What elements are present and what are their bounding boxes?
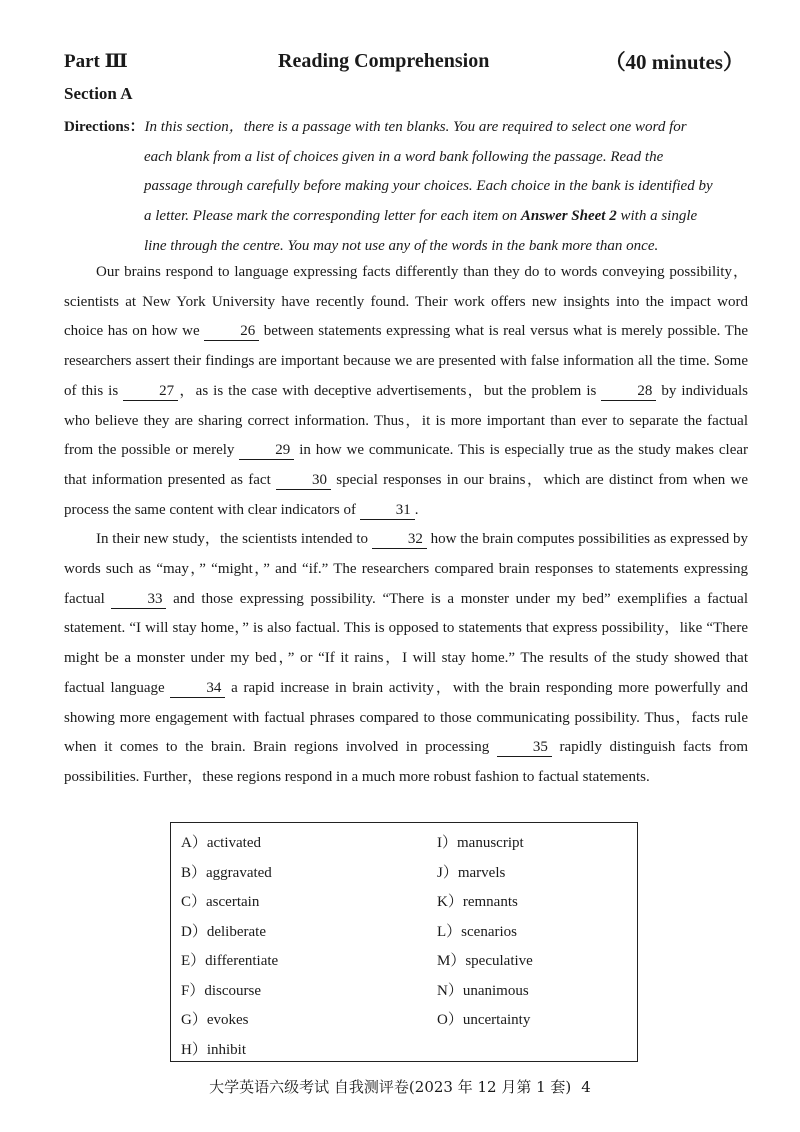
choice-word: activated <box>206 835 261 851</box>
word-bank-item <box>181 829 278 859</box>
passage <box>64 258 748 793</box>
choice-word: uncertainty <box>462 1012 531 1028</box>
blank-30: 30 <box>276 472 331 490</box>
blank-31: 31 <box>360 502 415 520</box>
choice-word: discourse <box>204 982 261 999</box>
choice-word: marvels <box>457 864 506 881</box>
p1-text: Our brains respond to language expressing facts differently than they do to words conveying possibility，scientists at New York University have recently found. Their work offers new insights into the impact word choice has on how we <box>64 264 748 340</box>
choice-letter: D） <box>181 923 207 940</box>
word-bank-item <box>437 918 533 948</box>
directions-text-1: In this section，there is a passage with ten blanks. You are required to select one word for <box>144 119 687 135</box>
choice-letter: K） <box>437 894 463 910</box>
page-number: 4 <box>581 1078 591 1096</box>
choice-word: remnants <box>462 894 518 910</box>
p2-text: a rapid increase in brain activity，with the brain responding more powerfully and showing more engagement with factual phrases compared to those communicating possibility. Thus，facts rule when it comes to the brain. Brain regions involved in processing <box>64 679 748 756</box>
part-header <box>64 44 744 78</box>
word-bank-item <box>181 918 278 948</box>
blank-35: 35 <box>497 739 552 757</box>
word-bank-item <box>437 888 533 918</box>
choice-word: deliberate <box>206 923 266 940</box>
word-bank-item <box>437 859 533 889</box>
directions-line-4 <box>64 202 748 232</box>
blank-32: 32 <box>372 531 427 549</box>
answer-sheet-emphasis: Answer Sheet 2 <box>520 208 617 225</box>
directions-text-3: passage through carefully before making your choices. Each choice in the bank is identified by <box>144 178 713 195</box>
passage-paragraph-2 <box>64 525 748 792</box>
part-title: Reading Comprehension <box>278 50 490 72</box>
choice-word: inhibit <box>206 1041 247 1058</box>
page-footer <box>0 1076 800 1097</box>
choice-letter: O） <box>437 1012 463 1028</box>
word-bank-right-column <box>437 829 533 1036</box>
choice-letter: M） <box>437 953 466 969</box>
choice-word: unanimous <box>462 982 529 999</box>
word-bank-item <box>437 1006 533 1036</box>
directions-line-2 <box>64 143 748 173</box>
word-bank-left-column <box>181 829 278 1065</box>
part-time: （40 minutes） <box>604 50 744 74</box>
directions-text-4a: a letter. Please mark the corresponding letter for each item on <box>144 208 521 225</box>
blank-34: 34 <box>170 680 225 698</box>
choice-word: scenarios <box>461 923 517 940</box>
p1-text: by individuals who believe they are sharing correct information. Thus，it is more important than ever to separate the factual from the possible or merely <box>64 382 748 459</box>
word-bank-item <box>437 829 533 859</box>
word-bank-item <box>181 947 278 977</box>
choice-letter: L） <box>437 923 462 940</box>
blank-26: 26 <box>204 323 259 341</box>
word-bank-item <box>437 977 533 1007</box>
choice-letter: N） <box>437 982 463 999</box>
directions-text-4b: with a single <box>616 208 698 225</box>
word-bank-item <box>437 947 533 977</box>
p2-text: In their new study，the scientists intended to <box>96 531 372 548</box>
blank-29: 29 <box>239 442 294 460</box>
choice-letter: G） <box>181 1012 207 1028</box>
choice-letter: B） <box>181 864 207 881</box>
word-bank-item <box>181 1006 278 1036</box>
p1-text: special responses in our brains，which are distinct from when we process the same content with clear indicators of <box>64 471 748 518</box>
word-bank-item <box>181 859 278 889</box>
word-bank <box>170 822 638 1062</box>
p1-text: . <box>414 501 419 518</box>
blank-27: 27 <box>123 383 178 401</box>
choice-word: differentiate <box>205 953 279 969</box>
directions-line-3 <box>64 172 748 202</box>
word-bank-item <box>181 1036 278 1066</box>
choice-letter: J） <box>437 864 458 881</box>
directions-text-2: each blank from a list of choices given in a word bank following the passage. Read the <box>144 148 664 165</box>
choice-letter: I） <box>437 835 457 851</box>
choice-word: manuscript <box>457 835 524 851</box>
section-label: Section A <box>64 84 133 103</box>
p2-text: rapidly distinguish facts from possibilities. Further，these regions respond in a much more robust fashion to factual statements. <box>64 739 748 785</box>
choice-letter: C） <box>181 894 207 910</box>
part-label: Part Ⅲ <box>64 51 128 72</box>
directions-label: Directions： <box>64 119 145 135</box>
choice-letter: F） <box>181 982 205 999</box>
word-bank-item <box>181 888 278 918</box>
blank-28: 28 <box>601 383 656 401</box>
p1-text: in how we communicate. This is especially true as the study makes clear that information presented as fact <box>64 442 749 488</box>
footer-title: 大学英语六级考试 自我测评卷(2023 年 12 月第 1 套) <box>209 1078 572 1096</box>
choice-word: evokes <box>206 1012 249 1028</box>
choice-word: aggravated <box>206 864 272 881</box>
directions-text-5: line through the centre. You may not use any of the words in the bank more than once. <box>144 237 659 254</box>
directions <box>64 113 748 262</box>
p2-text: and those expressing possibility. “There is a monster under my bed” exemplifies a factual statement. “I will stay home，” is also factual. This is opposed to statements that express possibility，like “There might be a monster under my bed，” or “If it rains，I will stay home.” The results of the study showed that factual language <box>64 590 748 696</box>
choice-word: speculative <box>465 953 533 969</box>
directions-line-1 <box>64 113 748 143</box>
p2-text: how the brain computes possibilities as expressed by words such as “may，” “might，” and “if.” The researchers compared brain responses to statements expressing factual <box>64 531 749 607</box>
choice-letter: H） <box>181 1041 207 1058</box>
p1-text: between statements expressing what is real versus what is merely possible. The researchers assert their findings are important because we are presented with false information all the time. Some of this is <box>64 323 749 399</box>
choice-letter: A） <box>181 835 207 851</box>
passage-paragraph-1 <box>64 258 748 525</box>
blank-33: 33 <box>111 591 166 609</box>
word-bank-item <box>181 977 278 1007</box>
choice-letter: E） <box>181 953 206 969</box>
choice-word: ascertain <box>206 894 260 910</box>
p1-text: ，as is the case with deceptive advertisements，but the problem is <box>178 382 602 399</box>
